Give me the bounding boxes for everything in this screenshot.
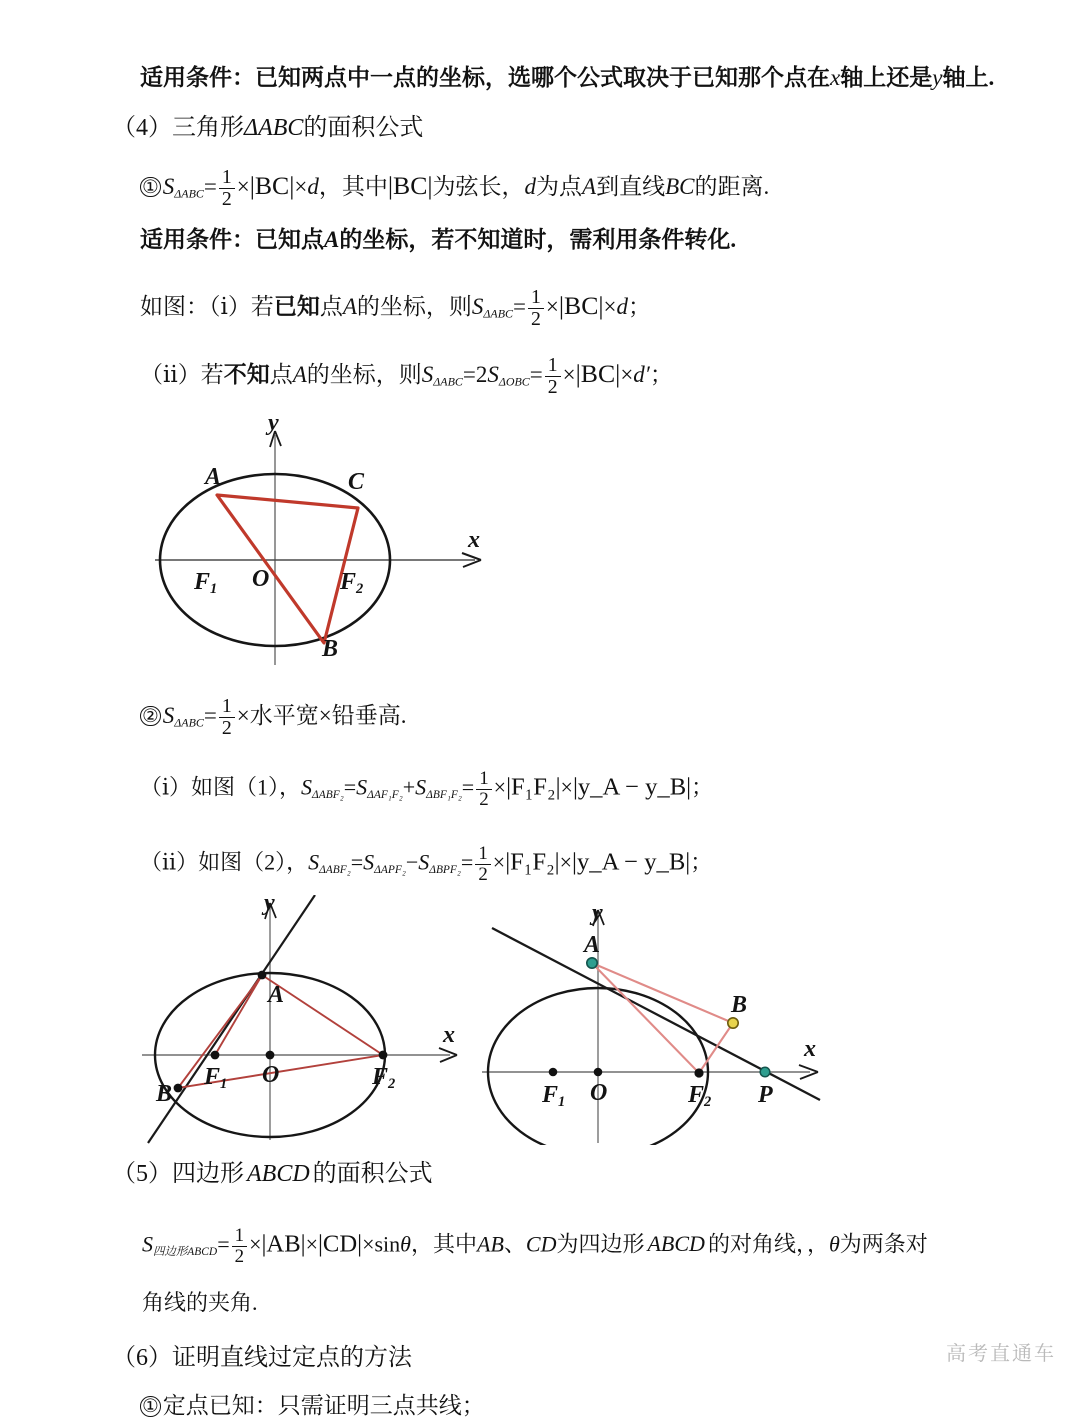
item-6-1 [140,1394,485,1417]
case-fig2-f1f2: |F₁F₂| [505,848,560,876]
fig3-axis-y-label: y [592,900,603,926]
fraction-half-5 [476,770,491,810]
formula-2-period: . [400,702,407,728]
applicable-text-a-2: 已知点 [255,227,324,252]
case-ii-two: 2 [475,361,488,387]
frac-den: 2 [221,187,232,210]
formula-2-cn-a: 水平宽 [249,702,319,728]
fig3-label-O: O [590,1080,608,1106]
heading-5-cn-b: 的面积公式 [312,1161,433,1187]
circled-1-marker-2: ① [140,1396,161,1417]
point-A-marker [587,958,597,968]
heading-5 [112,1162,433,1186]
fig1-axis-x-label: x [468,527,480,553]
point-O-dot [594,1068,603,1077]
formula-2-times: × [236,702,250,728]
case-fig1-eq: = [343,774,357,800]
quad-dun: 、 [503,1231,526,1257]
frac-den: 2 [531,307,541,330]
fig3-label-F1-sub: 1 [558,1094,566,1111]
quad-theta2: θ [828,1231,840,1257]
fig3-axis-x-label: x [804,1036,816,1062]
formula-1-d: d [307,173,319,199]
heading-4-cn-a: 三角形 [172,115,244,141]
case-fig1-s2: S [356,774,368,800]
case-fig2-eq2: = [460,849,474,875]
applicable-condition-2 [140,228,736,251]
frac-num: 1 [221,695,232,717]
frac-num: 1 [531,286,541,308]
point-F2-dot [694,1068,703,1077]
case-fig1-semi: ； [691,774,714,800]
fig1-axis-y-label: y [268,410,279,436]
frac-den: 2 [234,1245,245,1267]
case-fig2-lead: （ⅱ）如图（2）， [140,849,309,875]
quad-tail-a: ，其中 [410,1231,477,1257]
formula-quadrilateral [142,1227,928,1267]
case-ii-times: × [562,361,576,387]
point-B-dot [174,1084,183,1093]
fig1-label-C: C [348,469,365,495]
fig3-label-F1-base: F [542,1082,559,1108]
fig3-label-F2 [688,1083,711,1109]
formula-2-s-sub: ΔABC [174,715,204,730]
fig2-label-F2 [372,1065,395,1091]
point-F2-dot [379,1051,388,1060]
fig2-axis-x-label: x [443,1022,455,1048]
fig3-label-F2-sub: 2 [704,1094,712,1111]
frac-num: 1 [479,768,489,789]
point-O-dot [266,1051,275,1060]
segment-f1-a [215,975,262,1055]
formula-2-times2: × [318,702,332,728]
fig2-label-F1-sub: 1 [220,1076,228,1093]
frac-den: 2 [478,863,488,885]
frac-den: 2 [547,375,558,398]
quad-times: × [249,1231,262,1257]
fraction-half-1 [219,168,235,210]
case-fig1-lead: （ⅰ）如图（1）， [140,774,302,800]
formula-1-bc2: |BC| [387,170,433,200]
case-fig2-ydiff: |y_A − y_B| [572,848,691,876]
case-fig2-minus: − [405,849,419,875]
fig1-label-F1 [194,570,217,596]
case-ii-eq2: = [529,361,543,387]
case-ii-var-a: A [292,361,307,387]
case-i-known-A [140,288,651,330]
heading-4-cn-b: 的面积公式 [303,115,424,141]
var-y: y [932,65,943,90]
secant-line-abp [492,928,820,1100]
case-fig2-times2: × [559,849,573,875]
formula-1 [140,168,769,210]
quad-theta: θ [400,1231,411,1257]
applicable-text-b-2: 的坐标，若不知道时，需利用条件转化. [339,227,737,252]
quad-abcd: ABCD [647,1231,705,1257]
figure-2-svg [140,895,490,1145]
triangle-abc [217,495,358,643]
formula-1-tail-b: 为弦长， [432,173,525,199]
heading-4 [112,116,423,140]
frac-den: 2 [479,788,489,810]
frac-num: 1 [547,354,558,376]
var-x: x [830,65,841,90]
formula-1-a: A [582,173,597,199]
case-fig2-eq: = [350,849,364,875]
case-fig1-s: S [301,774,313,800]
fig1-label-F2 [340,570,363,596]
case-ii-dprime: d′ [633,361,650,387]
applicable-var-a: A [324,227,340,252]
quad-s-sub: 四边形ABCD [153,1246,218,1259]
case-fig2-s3: S [418,849,430,875]
fig2-axis-y-label: y [264,890,275,916]
fig1-label-F1-sub: 1 [210,581,218,598]
fig1-label-F2-base: F [340,569,357,595]
quad-ab: |AB| [261,1230,306,1258]
fig2-label-A: A [268,982,285,1008]
case-fig1-ydiff: |y_A − y_B| [572,773,692,801]
quad-ab2: AB [477,1231,504,1257]
case-i-bold: 已知 [273,293,320,319]
fig3-label-P: P [758,1082,773,1108]
applicable-condition-1 [140,66,994,89]
case-fig1-plus: + [402,774,416,800]
case-ii-s2-sub: ΔOBC [498,374,530,389]
frac-num: 1 [221,166,232,188]
fig2-label-F2-base: F [372,1064,389,1090]
fraction-half-7 [232,1227,247,1267]
heading-6 [112,1346,412,1370]
heading-5-num: （5） [112,1161,172,1187]
quad-times3: × [362,1231,375,1257]
formula-1-s-sub: ΔABC [174,186,204,201]
formula-1-tail-c: 为点 [536,173,583,199]
quad-tail-d: 为两条对 [839,1231,928,1257]
fraction-half-4 [219,697,235,739]
case-i-text-b: 的坐标，则 [356,293,472,319]
fig2-label-F1 [204,1065,227,1091]
frac-num: 1 [478,843,488,864]
figure-ellipse-chord-f1 [140,890,490,1145]
case-ii-text-a: 点 [269,361,293,387]
case-fig2-s-sub: ΔABF₂ [319,864,351,877]
formula-1-times2: × [294,173,308,199]
fig3-label-B: B [731,992,748,1018]
watermark-text: 高考直通车 [946,1343,1056,1365]
figure-ellipse-triangle-abc [150,410,500,675]
case-fig1-s3-sub: ΔBF₁F₂ [426,789,462,802]
case-fig2-s: S [308,849,320,875]
case-ii-lead: （ⅱ）若 [140,361,224,387]
formula-2 [140,697,406,739]
applicable-text-b-1: 轴上还是 [840,65,933,90]
case-fig2-s2-sub: ΔAPF₂ [374,864,406,877]
applicable-label-2: 适用条件： [140,227,255,252]
fraction-half-6 [475,845,490,885]
heading-6-cn: 证明直线过定点的方法 [172,1345,412,1371]
fig1-label-F1-base: F [194,569,211,595]
figure-ellipse-secant-p [480,895,850,1145]
quad-tail-c: 的对角线，， [707,1231,829,1257]
fig2-label-B: B [156,1081,173,1107]
case-i-semi: ； [628,293,652,319]
case-i-var-a: A [342,293,357,319]
case-ii-semi: ； [649,361,673,387]
item-6-1-text: 定点已知：只需证明三点共线； [162,1393,485,1418]
fig3-label-F2-base: F [688,1082,705,1108]
case-ii-s-sub: ΔABC [433,374,463,389]
quad-cd2: CD [525,1231,557,1257]
fig2-label-O: O [262,1062,280,1088]
point-F1-dot [549,1068,558,1077]
heading-5-abcd: ABCD [247,1161,310,1187]
case-fig1-s3: S [415,774,427,800]
case-ii-bold: 不知 [223,361,270,387]
case-ii-text-b: 的坐标，则 [306,361,422,387]
quad-s: S [142,1231,153,1257]
figure-3-svg [480,895,850,1145]
heading-5-cn-a: 四边形 [172,1161,244,1187]
fig1-label-B: B [322,636,339,662]
heading-4-num: （4） [112,115,172,141]
formula-2-cn-b: 铅垂高 [331,702,401,728]
formula-1-bc3: BC [665,173,695,199]
case-fig1-f1f2: |F₁F₂| [506,773,561,801]
applicable-text-c-1: 轴上. [942,65,995,90]
formula-1-d2: d [524,173,537,199]
secant-line-AB [148,895,315,1143]
circled-1-marker: ① [140,177,161,198]
case-ii-s2: S [487,361,499,387]
fig3-label-A: A [584,932,601,958]
heading-4-delta-abc: ΔABC [244,115,304,141]
case-fig-2-line [140,845,712,885]
frac-num: 1 [234,1225,245,1246]
case-fig2-semi: ； [690,849,713,875]
quad-sin: sin [374,1231,401,1257]
case-ii-bc: |BC| [575,358,621,388]
fig3-label-F1 [542,1083,565,1109]
formula-quadrilateral-line2: 角线的夹角. [142,1290,258,1315]
case-ii-times2: × [620,361,634,387]
formula-1-bc: |BC| [249,170,295,200]
case-i-text-a: 点 [319,293,343,319]
case-fig1-times: × [493,774,507,800]
fraction-half-3 [545,356,561,398]
formula-1-tail-a: ，其中 [318,173,388,199]
applicable-text-a-1: 已知两点中一点的坐标，选哪个公式取决于已知那个点在 [255,65,830,90]
case-fig1-s-sub: ΔABF₂ [312,789,344,802]
quad-eq: = [217,1231,230,1257]
formula-1-tail-e: 的距离. [694,173,770,199]
point-B-marker [728,1018,738,1028]
formula-1-eq: = [203,173,217,199]
fig1-label-A: A [205,464,222,490]
case-fig1-times2: × [560,774,573,800]
formula-1-times: × [236,173,250,199]
case-i-lead: 如图：（ⅰ）若 [140,293,274,319]
case-fig-1-line [140,770,713,810]
case-fig2-s3-sub: ΔBPF₂ [429,864,461,877]
fig2-label-F1-base: F [204,1064,221,1090]
case-ii-unknown-A [140,356,673,398]
case-fig2-times: × [492,849,506,875]
quad-cd: |CD| [317,1230,363,1258]
case-i-eq: = [513,293,526,319]
case-ii-s: S [421,361,434,387]
heading-6-num: （6） [112,1345,172,1371]
case-i-times2: × [603,293,617,319]
fig1-label-F2-sub: 2 [356,581,364,598]
point-A-dot [258,971,267,980]
fig1-label-O: O [252,566,270,592]
formula-2-eq: = [203,702,217,728]
circled-2-marker: ② [140,706,161,727]
fig2-label-F2-sub: 2 [388,1076,396,1093]
case-i-d: d [616,293,629,319]
case-fig1-eq2: = [461,774,475,800]
case-ii-eq: = [462,361,476,387]
case-fig1-s2-sub: ΔAF₁F₂ [367,789,403,802]
case-i-bc: |BC| [558,290,604,320]
case-i-s: S [471,293,484,319]
point-P-marker [760,1067,770,1077]
applicable-label-1: 适用条件： [140,65,255,90]
case-i-times: × [545,293,559,319]
case-i-s-sub: ΔABC [483,306,514,321]
quad-tail-b: 为四边形 [556,1231,645,1257]
point-F1-dot [211,1051,220,1060]
formula-1-tail-d: 到直线 [596,173,666,199]
formula-2-s: S [162,702,175,728]
formula-1-s: S [162,173,175,199]
quad-times2: × [305,1231,318,1257]
fraction-half-2 [528,288,544,330]
case-fig2-s2: S [363,849,375,875]
frac-den: 2 [221,716,232,739]
